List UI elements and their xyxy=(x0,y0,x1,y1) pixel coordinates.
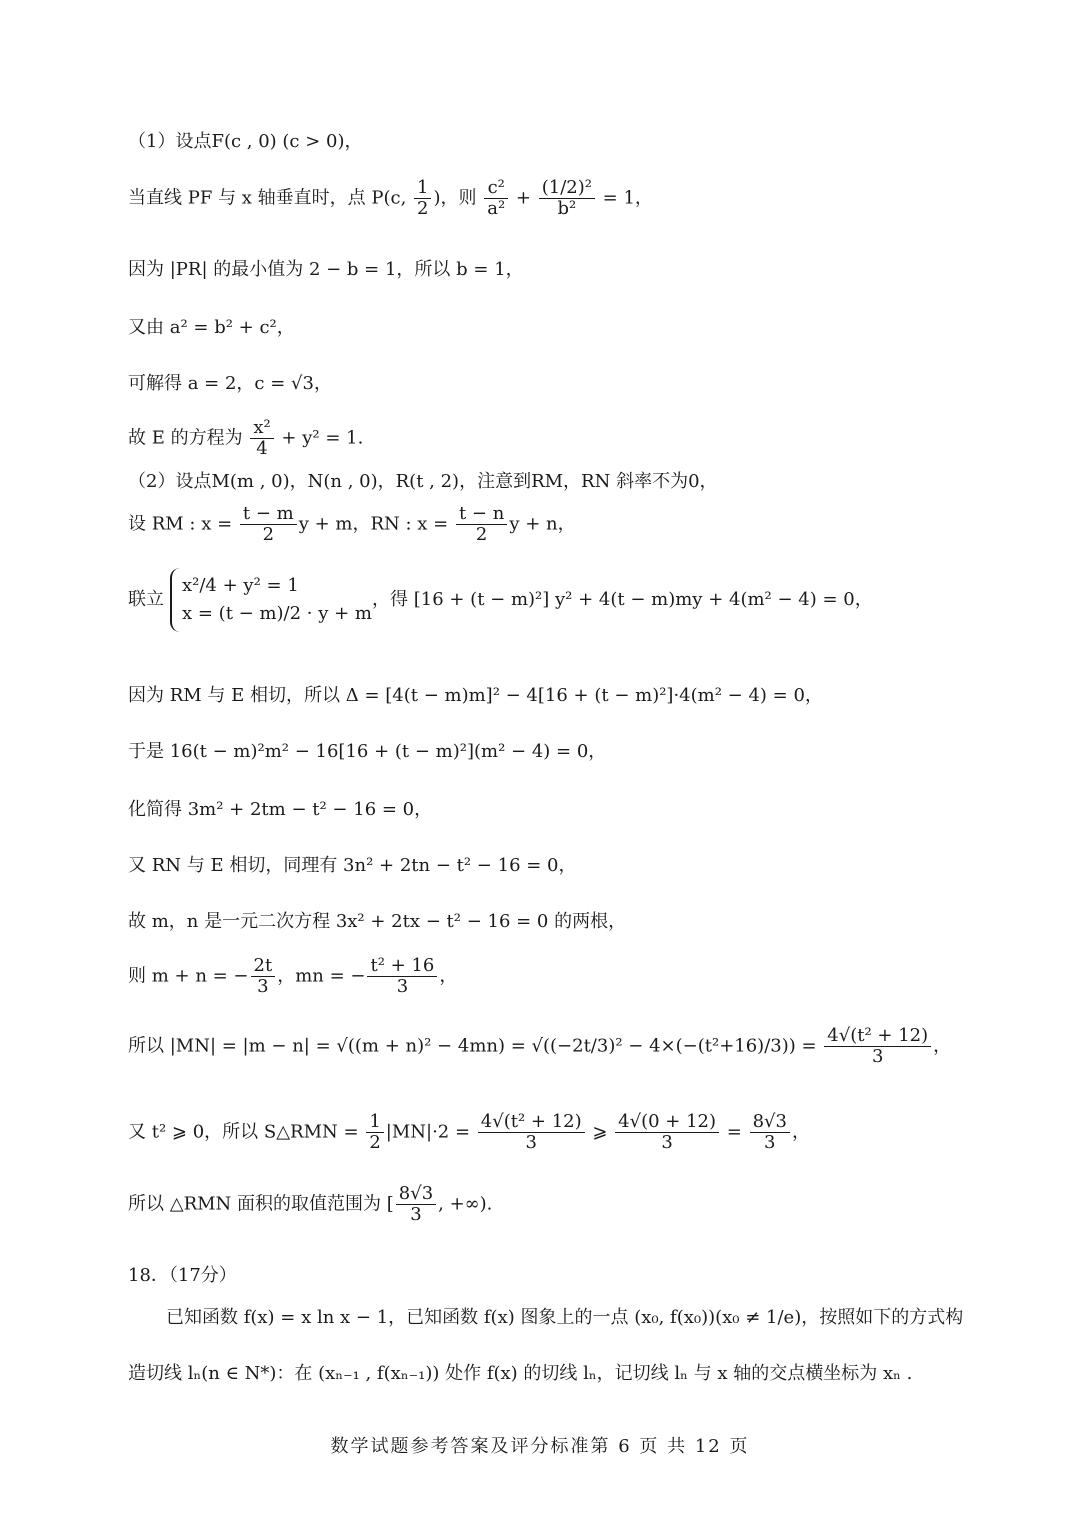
line-18 xyxy=(128,1184,492,1225)
line-16-text-a: 所以 |MN| = |m − n| = √((m + n)² − 4mn) = √((−2t/3)² − 4×(−(t²+16)/3)) = xyxy=(128,1035,823,1057)
line-5: 可解得 a = 2，c = √3， xyxy=(128,373,332,394)
line-12: 化简得 3m² + 2tm − t² − 16 = 0， xyxy=(128,799,433,820)
line-8-text-c: y + n， xyxy=(509,513,576,535)
fraction-area-1: $\frac{\text{4√(t² + 12)}}{3}$ xyxy=(478,1112,585,1153)
fraction-area-3: $\frac{8√3}{3}$ xyxy=(750,1112,790,1153)
problem-18-text-1: 已知函数 f(x) = x ln x − 1，已知函数 f(x) 图象上的一点 (x₀, f(x₀))(x₀ ≠ 1/e)，按照如下的方式构 xyxy=(166,1307,964,1328)
line-1: （1）设点F(c , 0) (c > 0)， xyxy=(128,131,363,152)
line-17-text-e: ， xyxy=(791,1121,810,1143)
line-17-text-d: = xyxy=(721,1121,748,1143)
line-14: 故 m，n 是一元二次方程 3x² + 2tx − t² − 16 = 0 的两根， xyxy=(128,911,627,932)
line-16 xyxy=(128,1026,951,1067)
line-6 xyxy=(128,418,363,459)
line-9 xyxy=(128,568,873,632)
page-footer: 数学试题参考答案及评分标准第 6 页 共 12 页 xyxy=(330,1436,750,1457)
line-9-text-b: ，得 [16 + (t − m)²] y² + 4(t − m)my + 4(m² − 4) = 0， xyxy=(372,589,873,610)
line-8-text-a: 设 RM : x = xyxy=(128,513,238,535)
line-16-text-b: ， xyxy=(933,1035,952,1057)
problem-18-header: 18．（17分） xyxy=(128,1265,237,1286)
line-17 xyxy=(128,1112,810,1153)
fraction-half: $\frac{1}{2}$ xyxy=(414,178,431,219)
line-8-text-b: y + m，RN : x = xyxy=(298,513,454,535)
line-7: （2）设点M(m , 0)，N(n , 0)，R(t , 2)，注意到RM，RN 斜率不为0， xyxy=(128,471,718,492)
line-2-text-b: )，则 xyxy=(433,187,483,209)
fraction-t2-16-3: $\frac{\text{t² + 16}}{3}$ xyxy=(367,956,437,997)
fraction-t-n-2: $\frac{t - n}{2}$ xyxy=(456,504,507,545)
equation-system xyxy=(170,568,372,632)
line-9-text-a: 联立 xyxy=(128,589,164,610)
line-17-text-c: ⩾ xyxy=(586,1121,614,1143)
fraction-one-half: $\frac{1}{2}$ xyxy=(366,1112,383,1153)
line-8 xyxy=(128,504,576,545)
fraction-range: $\frac{8√3}{3}$ xyxy=(396,1184,436,1225)
line-6-text-a: 故 E 的方程为 xyxy=(128,427,249,449)
line-17-text-a: 又 t² ⩾ 0，所以 S△RMN = xyxy=(128,1121,365,1143)
fraction-half-sq-b2: $\frac{\text{(1/2)²}}{\text{b²}}$ xyxy=(539,178,595,219)
line-2: 当直线 PF 与 x 轴垂直时，点 P(c, $\frac{1}{2}$ )，则 $\frac{\text{c²}}{\text{a²}}$ + $\frac{\text{(1/2)²}}{\text{b²}}$ = 1， xyxy=(128,177,653,219)
line-18-text-a: 所以 △RMN 面积的取值范围为 [ xyxy=(128,1193,394,1215)
line-2-text-c: = 1， xyxy=(596,187,653,209)
fraction-2t-3: $\frac{2t}{3}$ xyxy=(251,956,276,997)
fraction-area-2: $\frac{4√(0 + 12)}{3}$ xyxy=(615,1112,719,1153)
line-4: 又由 a² = b² + c²， xyxy=(128,317,295,338)
line-15-text-b: ，mn = − xyxy=(277,965,366,987)
line-18-text-b: , +∞). xyxy=(438,1193,493,1215)
fraction-mn-result: $\frac{\text{4√(t² + 12)}}{3}$ xyxy=(824,1026,931,1067)
line-11: 于是 16(t − m)²m² − 16[16 + (t − m)²](m² − 4) = 0， xyxy=(128,741,607,762)
line-15-text-c: ， xyxy=(439,965,458,987)
line-15-text-a: 则 m + n = − xyxy=(128,965,249,987)
line-13: 又 RN 与 E 相切，同理有 3n² + 2tn − t² − 16 = 0， xyxy=(128,855,577,876)
line-3: 因为 |PR| 的最小值为 2 − b = 1，所以 b = 1， xyxy=(128,259,524,280)
line-6-text-b: + y² = 1. xyxy=(275,427,364,449)
line-2-text-a: 当直线 PF 与 x 轴垂直时，点 P(c, xyxy=(128,187,413,209)
fraction-c2-a2: $\frac{\text{c²}}{\text{a²}}$ xyxy=(484,178,508,219)
system-row-1: x²/4 + y² = 1 xyxy=(182,575,299,596)
line-15 xyxy=(128,956,457,997)
line-17-text-b: |MN|·2 = xyxy=(385,1121,476,1143)
fraction-t-m-2: $\frac{t - m}{2}$ xyxy=(240,504,297,545)
fraction-x2-4: $\frac{\text{x²}}{4}$ xyxy=(250,418,273,459)
system-row-2: x = (t − m)/2 · y + m xyxy=(182,603,372,624)
problem-18-text-2: 造切线 lₙ(n ∈ N*)：在 (xₙ₋₁ , f(xₙ₋₁)) 处作 f(x) 的切线 lₙ，记切线 lₙ 与 x 轴的交点横坐标为 xₙ . xyxy=(128,1363,913,1384)
line-10: 因为 RM 与 E 相切，所以 Δ = [4(t − m)m]² − 4[16 + (t − m)²]·4(m² − 4) = 0， xyxy=(128,685,823,706)
